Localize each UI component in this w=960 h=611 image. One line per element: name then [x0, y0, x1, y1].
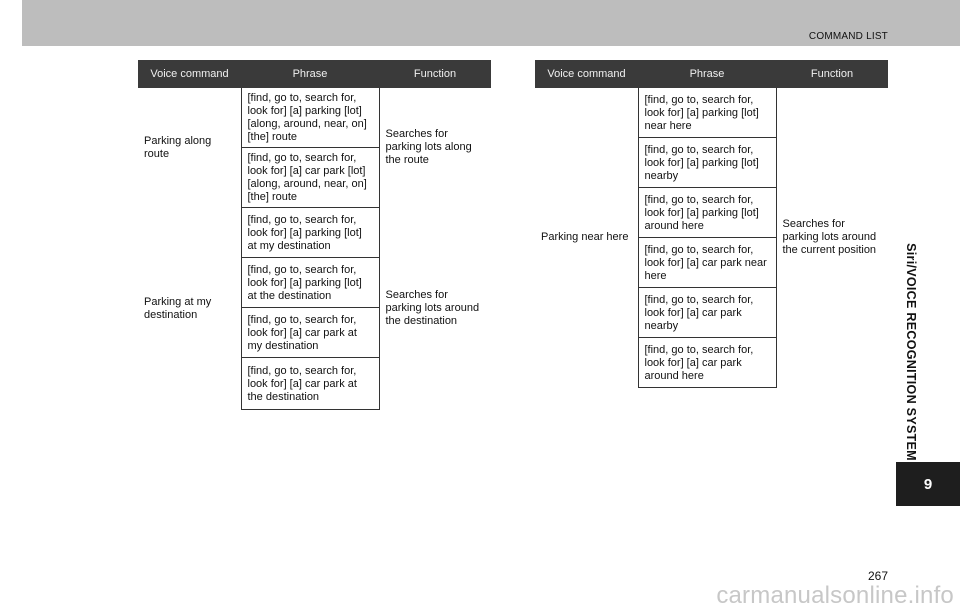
table-row — [138, 88, 491, 148]
phrase-cell: [find, go to, search for, look for] [a] parking [lot] around here — [638, 188, 776, 238]
column-header-function: Function — [379, 60, 491, 88]
function-cell: Searches for parking lots along the route — [385, 128, 472, 167]
phrase-cell: [find, go to, search for, look for] [a] car park near here — [638, 238, 776, 288]
table-header-row — [535, 60, 888, 88]
phrase-cell: [find, go to, search for, look for] [a] car park nearby — [638, 288, 776, 338]
phrase-cell: [find, go to, search for, look for] [a] parking [lot] near here — [638, 88, 776, 138]
page-header-title: COMMAND LIST — [808, 31, 888, 42]
voice-command-cell: Parking along route — [144, 134, 212, 160]
watermark-text: carmanualsonline.info — [716, 582, 954, 609]
column-header-phrase: Phrase — [638, 60, 776, 88]
phrase-cell: [find, go to, search for, look for] [a] parking [lot] at the destination — [241, 258, 379, 308]
voice-command-cell: Parking near here — [541, 231, 629, 244]
column-header-phrase: Phrase — [241, 60, 379, 88]
phrase-cell: [find, go to, search for, look for] [a] parking [lot] [along, around, near, on] [the] route — [241, 88, 379, 148]
table-row — [535, 88, 888, 138]
function-cell: Searches for parking lots around the current position — [782, 218, 877, 257]
phrase-cell: [find, go to, search for, look for] [a] car park around here — [638, 338, 776, 388]
column-header-voice-command: Voice command — [535, 60, 638, 88]
command-table-right — [535, 60, 888, 388]
phrase-cell: [find, go to, search for, look for] [a] car park at the destination — [241, 358, 379, 410]
table-row — [138, 208, 491, 258]
phrase-cell: [find, go to, search for, look for] [a] car park [lot] [along, around, near, on] [the] route — [241, 148, 379, 208]
page-number: 267 — [867, 569, 888, 583]
chapter-side-label: Siri/VOICE RECOGNITION SYSTEM — [904, 243, 918, 461]
voice-command-cell: Parking at my destination — [144, 295, 212, 321]
function-cell: Searches for parking lots around the destination — [385, 289, 480, 327]
chapter-number-tab: 9 — [896, 462, 960, 506]
command-table-left — [138, 60, 491, 410]
table-header-row — [138, 60, 491, 88]
phrase-cell: [find, go to, search for, look for] [a] parking [lot] nearby — [638, 138, 776, 188]
phrase-cell: [find, go to, search for, look for] [a] car park at my destination — [241, 308, 379, 358]
column-header-voice-command: Voice command — [138, 60, 241, 88]
column-header-function: Function — [776, 60, 888, 88]
phrase-cell: [find, go to, search for, look for] [a] parking [lot] at my destination — [241, 208, 379, 258]
